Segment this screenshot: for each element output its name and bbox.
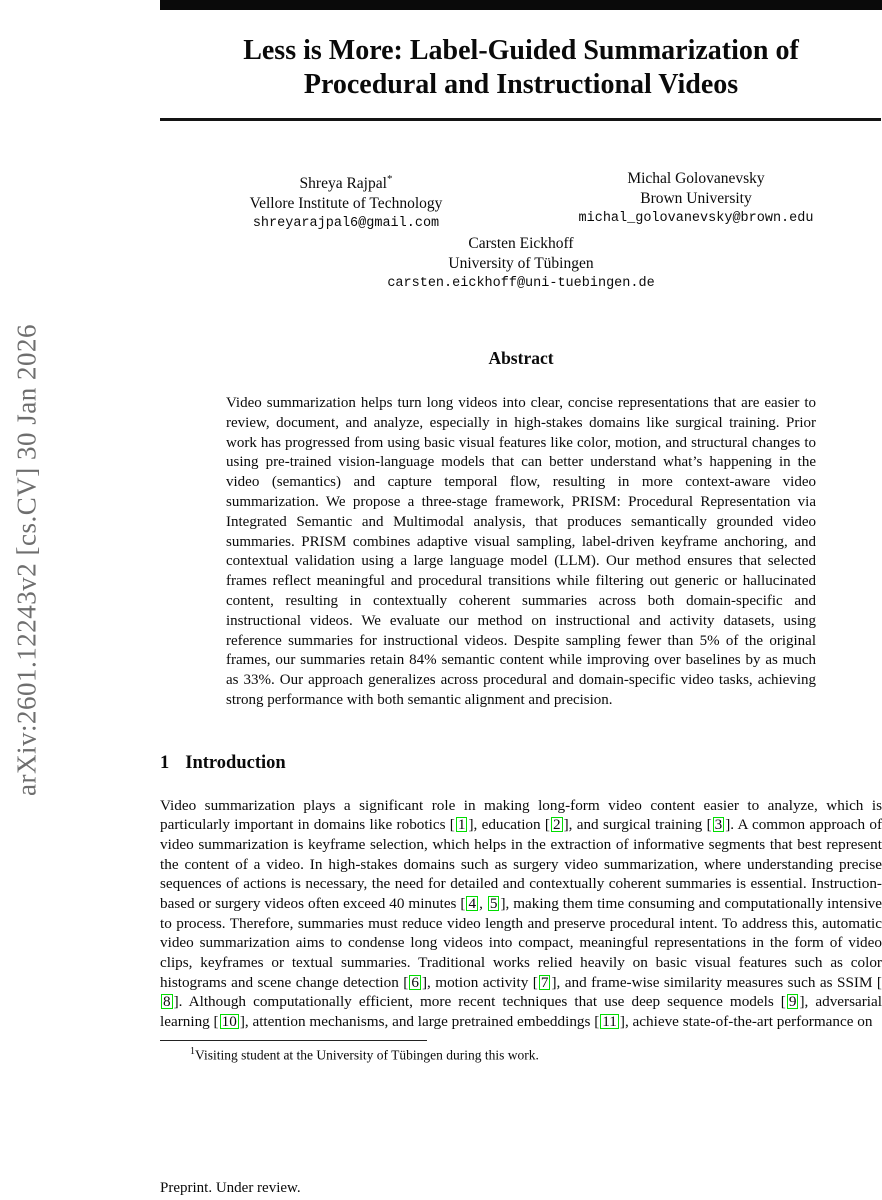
title-rule <box>160 118 881 121</box>
author-email: michal_golovanevsky@brown.edu <box>578 210 814 226</box>
author-block <box>521 169 871 234</box>
author-name-text: Shreya Rajpal <box>299 174 387 192</box>
author-name: Carsten Eickhoff <box>468 234 574 252</box>
author-block <box>160 234 882 294</box>
intro-paragraph: Video summarization plays a significant role in making long-form video content easier to analyze, which is particularly important in domains like robotics [ 1 ], education [ 2 ], and surgical training [ 3 ]. A common approach of video summarization is keyframe selection, which helps in the extraction of informative segments that best represent the content of a video. In high-stakes domains such as surgery video summarization, where understanding precise sequences of actions is necessary, the need for detailed and contextually coherent summaries is essential. Instruction-based or surgery videos often exceed 40 minutes [ 4 , 5 ], making them time consuming and computationally intensive to process. Therefore, summaries must reduce video length and preserve procedural intent. To address this, automatic video summarization aims to condense long videos into compact, meaningful representations in the form of video clips, keyframes or textual summaries. Traditional works relied heavily on basic visual features such as color histograms and scene change detection [ 6 ], motion activity [ 7 ], and frame-wise similarity measures such as SSIM [8 ]. Although computationally efficient, more recent techniques that use deep sequence models [ 9 ], adversarial learning [ 10 ], attention mechanisms, and large pretrained embeddings [ 11 ], achieve state-of-the-art performance on <box>160 796 882 1030</box>
citation-ref[interactable]: 8 <box>163 993 171 1011</box>
author-affiliation: University of Tübingen <box>448 254 594 272</box>
citation-ref[interactable]: 4 <box>468 895 477 912</box>
author-affiliation: Brown University <box>640 189 752 207</box>
author-footnote-marker: * <box>386 172 393 185</box>
abstract-text: Video summarization helps turn long videos into clear, concise representations that are easier to review, document, and analyze, especially in high-stakes domains like surgical training. Prior work has progressed from using basic visual features like color, motion, and structural changes to using pre-trained vision-language models that can better understand what’s happening in the video (semantics) and capture temporal flow, resulting in more context-aware video summarization. We propose a three-stage framework, PRISM: Procedural Representation via Integrated Semantic and Multimodal analysis, that produces semantically grounded video summaries. PRISM combines adaptive visual sampling, label-driven keyframe anchoring, and contextual validation using a large language model (LLM). Our method ensures that selected frames reflect meaningful and procedural transitions while filtering out generic or hallucinated content, resulting in contextually coherent summaries across both domain-specific and instructional videos. We evaluate our method on instructional and activity datasets, using reference summaries for instructional videos. Despite sampling fewer than 5% of the original frames, our summaries retain 84% semantic content while improving over baselines by as much as 33%. Our approach generalizes across procedural and domain-specific video tasks, achieving strong performance with both semantic alignment and precision. <box>226 394 816 708</box>
citation-ref[interactable]: 9 <box>788 993 797 1011</box>
author-affiliation: Vellore Institute of Technology <box>249 194 443 212</box>
section-number: 1 <box>160 752 170 773</box>
author-block <box>171 169 521 234</box>
citation-ref[interactable]: 11 <box>602 1012 617 1030</box>
paper-content <box>160 0 882 1063</box>
citation-ref[interactable]: 6 <box>411 973 419 991</box>
paper-title: Less is More: Label-Guided Summarization of Procedural and Instructional Videos <box>243 35 799 101</box>
citation-ref[interactable]: 10 <box>221 1012 237 1030</box>
footnote-rule <box>160 1040 427 1041</box>
section-heading-introduction <box>160 753 882 774</box>
citation-ref[interactable]: 3 <box>714 816 723 834</box>
preprint-notice: Preprint. Under review. <box>160 1180 301 1196</box>
citation-ref[interactable]: 2 <box>552 816 561 834</box>
authors-row <box>171 169 871 234</box>
author-name: Michal Golovanevsky <box>627 169 765 187</box>
author-name <box>171 169 521 194</box>
citation-ref[interactable]: 7 <box>540 973 549 991</box>
section-title: Introduction <box>185 752 286 773</box>
citation-ref[interactable]: 1 <box>457 816 466 834</box>
author-email: carsten.eickhoff@uni-tuebingen.de <box>387 275 655 291</box>
author-email: shreyarajpal6@gmail.com <box>252 215 440 231</box>
footnote-text: Visiting student at the University of Tübingen during this work. <box>195 1047 539 1063</box>
citation-ref[interactable]: 5 <box>489 895 498 912</box>
arxiv-banner: arXiv:2601.12243v2 [cs.CV] 30 Jan 2026 <box>11 324 42 796</box>
footnote-marker: 1 <box>190 1045 195 1057</box>
footnote <box>160 1046 882 1064</box>
abstract-heading: Abstract <box>488 347 554 368</box>
